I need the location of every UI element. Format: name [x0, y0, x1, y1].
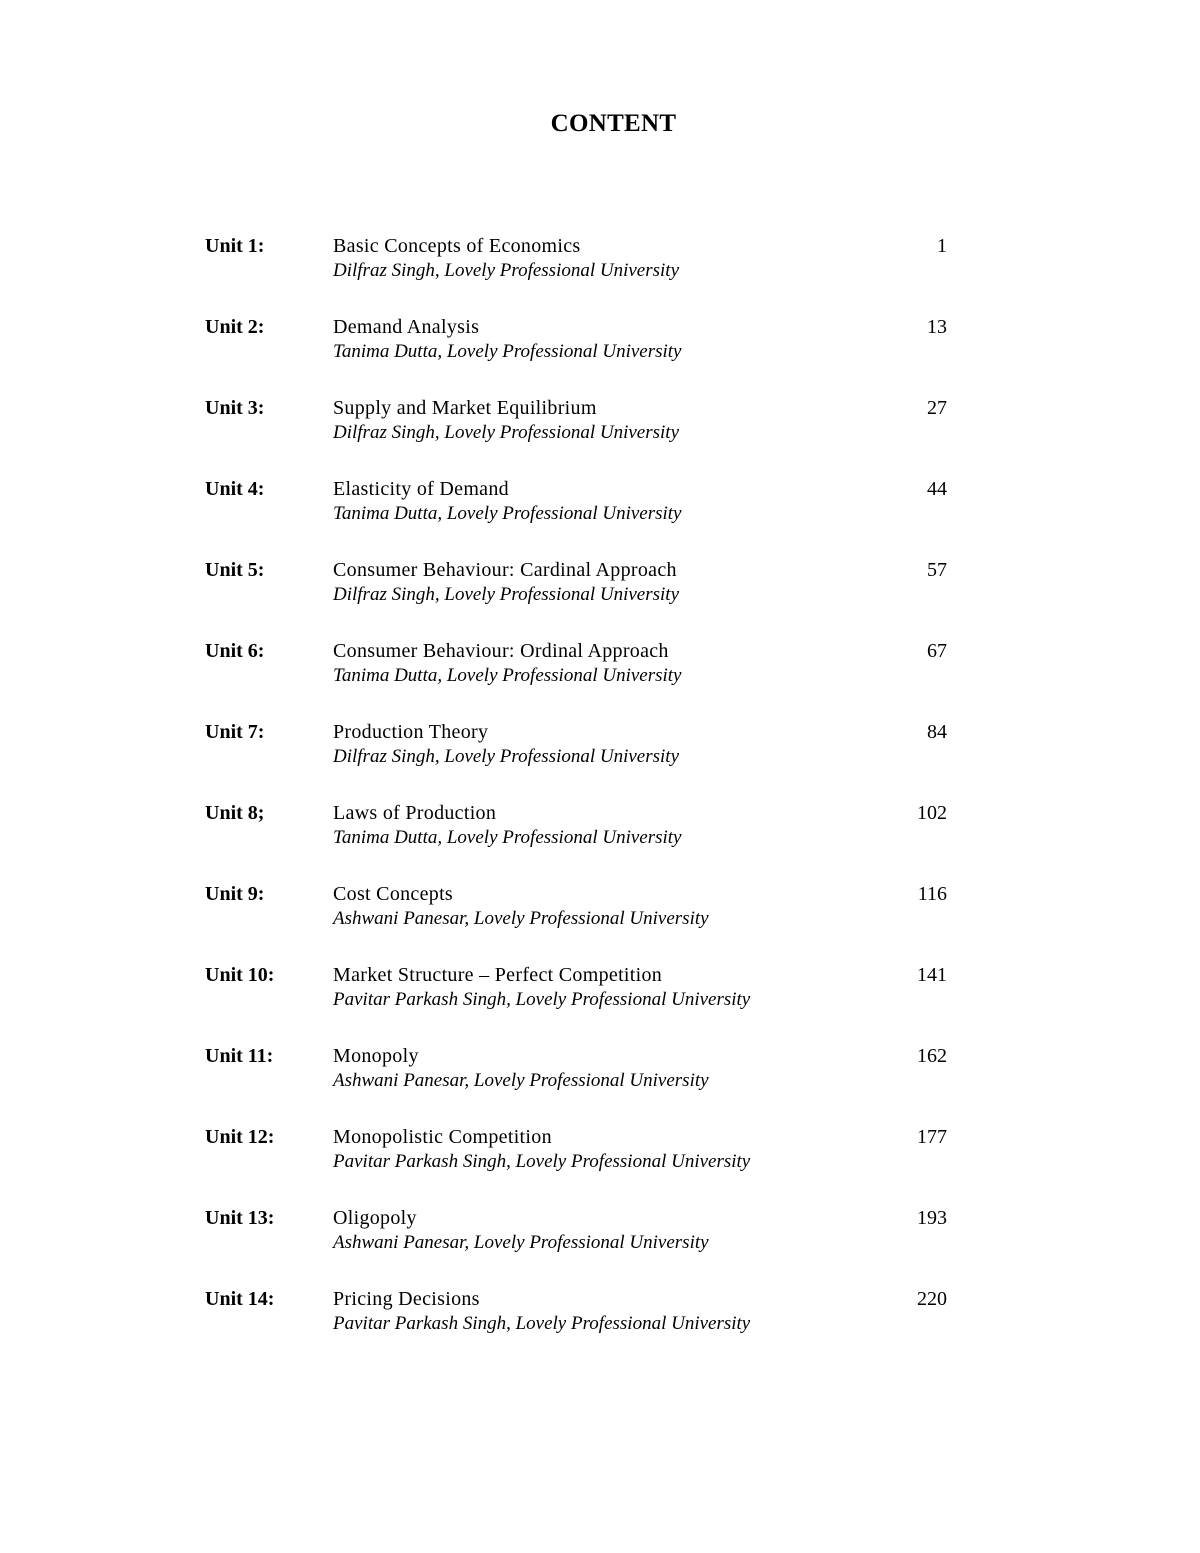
unit-label: Unit 3: — [205, 397, 265, 419]
page-number: 67 — [927, 640, 947, 662]
unit-label: Unit 6: — [205, 640, 265, 662]
page-number: 102 — [917, 802, 947, 824]
toc-entry — [205, 800, 947, 881]
unit-label: Unit 2: — [205, 316, 265, 338]
unit-label: Unit 10: — [205, 964, 275, 986]
unit-author: Ashwani Panesar, Lovely Professional University — [333, 1232, 709, 1253]
unit-title: Demand Analysis — [333, 316, 480, 338]
unit-author: Tanima Dutta, Lovely Professional University — [333, 341, 682, 362]
page-number: 57 — [927, 559, 947, 581]
toc-entry — [205, 1124, 947, 1205]
toc-entry — [205, 314, 947, 395]
toc-entry — [205, 395, 947, 476]
page-number: 1 — [937, 235, 947, 257]
unit-author: Ashwani Panesar, Lovely Professional University — [333, 1070, 709, 1091]
unit-title: Monopoly — [333, 1045, 419, 1067]
unit-label: Unit 9: — [205, 883, 265, 905]
unit-author: Ashwani Panesar, Lovely Professional University — [333, 908, 709, 929]
toc-entry — [205, 557, 947, 638]
unit-author: Tanima Dutta, Lovely Professional University — [333, 827, 682, 848]
unit-label: Unit 12: — [205, 1126, 275, 1148]
page-title: CONTENT — [550, 110, 677, 137]
toc-entry — [205, 881, 947, 962]
toc-entry — [205, 476, 947, 557]
toc-entry — [205, 962, 947, 1043]
unit-author: Pavitar Parkash Singh, Lovely Professional University — [333, 1313, 751, 1334]
unit-title: Supply and Market Equilibrium — [333, 397, 597, 419]
page-number: 162 — [917, 1045, 947, 1067]
toc-entry — [205, 1205, 947, 1286]
unit-label: Unit 14: — [205, 1288, 275, 1310]
toc-entry — [205, 233, 947, 314]
unit-title: Consumer Behaviour: Ordinal Approach — [333, 640, 669, 662]
table-of-contents — [205, 233, 947, 1367]
toc-entry — [205, 1043, 947, 1124]
toc-entry — [205, 638, 947, 719]
unit-title: Oligopoly — [333, 1207, 417, 1229]
unit-title: Monopolistic Competition — [333, 1126, 552, 1148]
toc-entry — [205, 719, 947, 800]
unit-title: Pricing Decisions — [333, 1288, 480, 1310]
page-number: 13 — [927, 316, 947, 338]
unit-label: Unit 11: — [205, 1045, 274, 1067]
unit-title: Production Theory — [333, 721, 489, 743]
unit-author: Dilfraz Singh, Lovely Professional University — [333, 746, 680, 767]
unit-label: Unit 7: — [205, 721, 265, 743]
unit-author: Dilfraz Singh, Lovely Professional University — [333, 260, 680, 281]
unit-author: Pavitar Parkash Singh, Lovely Professional University — [333, 1151, 751, 1172]
unit-title: Laws of Production — [333, 802, 497, 824]
unit-author: Tanima Dutta, Lovely Professional University — [333, 503, 682, 524]
unit-label: Unit 1: — [205, 235, 265, 257]
page-number: 116 — [917, 883, 947, 905]
page-number: 193 — [917, 1207, 947, 1229]
unit-label: Unit 4: — [205, 478, 265, 500]
unit-author: Dilfraz Singh, Lovely Professional University — [333, 422, 680, 443]
unit-label: Unit 13: — [205, 1207, 275, 1229]
unit-author: Dilfraz Singh, Lovely Professional University — [333, 584, 680, 605]
page-number: 44 — [927, 478, 947, 500]
unit-title: Cost Concepts — [333, 883, 454, 905]
unit-label: Unit 5: — [205, 559, 265, 581]
unit-author: Tanima Dutta, Lovely Professional University — [333, 665, 682, 686]
page-number: 141 — [917, 964, 947, 986]
unit-title: Market Structure – Perfect Competition — [333, 964, 663, 986]
unit-author: Pavitar Parkash Singh, Lovely Professional University — [333, 989, 751, 1010]
page-number: 27 — [927, 397, 947, 419]
unit-title: Basic Concepts of Economics — [333, 235, 581, 257]
unit-title: Consumer Behaviour: Cardinal Approach — [333, 559, 677, 581]
page-number: 220 — [917, 1288, 947, 1310]
unit-label: Unit 8; — [205, 802, 265, 824]
page-number: 177 — [917, 1126, 947, 1148]
page-number: 84 — [927, 721, 947, 743]
toc-entry — [205, 1286, 947, 1367]
unit-title: Elasticity of Demand — [333, 478, 509, 500]
